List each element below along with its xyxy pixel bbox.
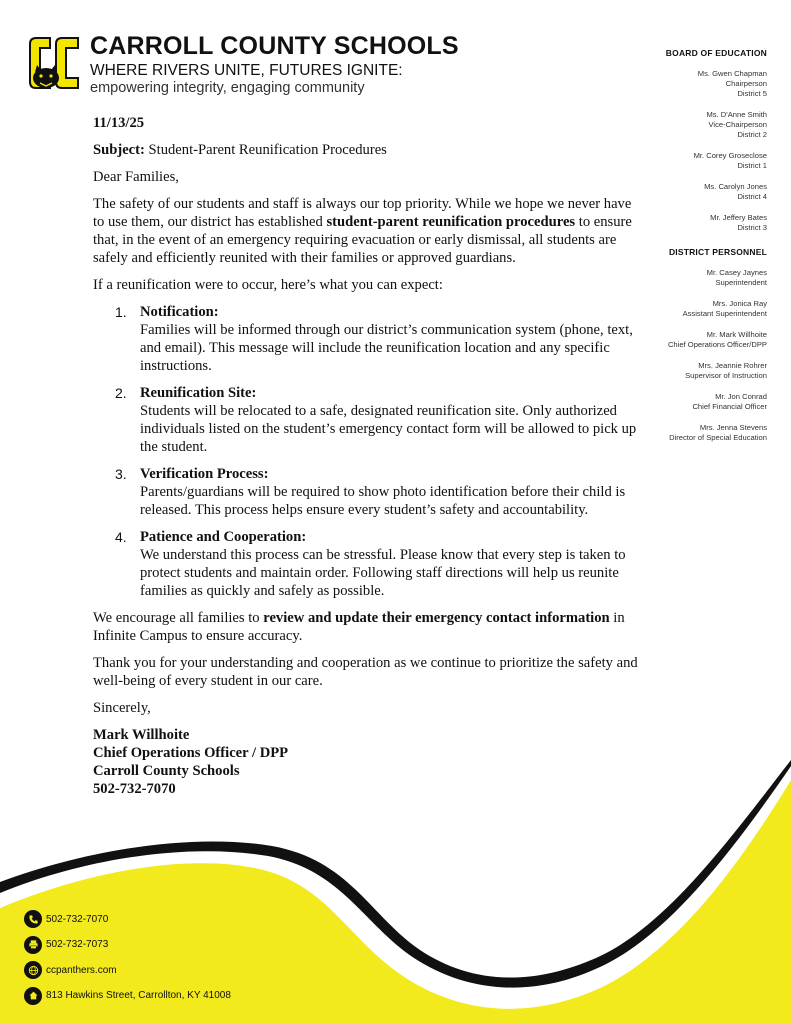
board-member-title: Chairperson <box>725 79 767 88</box>
step-number: 3. <box>115 466 127 482</box>
board-member-name: Ms. D'Anne Smith <box>706 110 767 119</box>
board-member-district: District 5 <box>737 89 767 98</box>
personnel-heading: DISTRICT PERSONNEL <box>668 247 767 257</box>
personnel-member-name: Mrs. Jeannie Rohrer <box>698 361 767 370</box>
board-member-name: Mr. Corey Groseclose <box>693 151 767 160</box>
footer-phone-row <box>24 910 231 928</box>
step-item <box>93 528 645 600</box>
intro-text-2: to ensure that, in the event of an emergency requiring evacuation or early dismissal, all students are safely and efficiently reunited with their families or approved guardians. <box>93 214 632 266</box>
board-member-district: District 1 <box>737 161 767 170</box>
step-title: Notification: <box>140 304 219 320</box>
step-number: 4. <box>115 529 127 545</box>
org-tagline: empowering integrity, engaging community <box>90 80 365 96</box>
footer-address: 813 Hawkins Street, Carrollton, KY 41008 <box>46 990 231 1002</box>
personnel-member-name: Mr. Jon Conrad <box>715 392 767 401</box>
footer-fax-row <box>24 936 231 954</box>
footer-website-row <box>24 961 231 979</box>
board-member-district: District 3 <box>737 223 767 232</box>
encourage-text-2: in Infinite Campus to ensure accuracy. <box>93 610 625 644</box>
personnel-member-title: Supervisor of Instruction <box>685 371 767 380</box>
encourage-text-1: We encourage all families to <box>93 610 264 626</box>
personnel-member-title: Chief Operations Officer/DPP <box>667 340 767 349</box>
intro-bold: student-parent reunification procedures <box>326 214 576 230</box>
personnel-member-name: Mrs. Jonica Ray <box>712 299 767 308</box>
step-item <box>93 303 645 375</box>
board-member-district: District 2 <box>737 130 767 139</box>
board-member-name: Ms. Carolyn Jones <box>704 182 767 191</box>
subject-text: Student-Parent Reunification Procedures <box>148 142 387 158</box>
step-item <box>93 465 645 519</box>
steps-list <box>93 303 645 600</box>
globe-icon <box>24 961 42 979</box>
intro-text-1: The safety of our students and staff is always our top priority. While we hope we never have to use them, our district has established <box>93 196 632 230</box>
footer-address-row <box>24 987 231 1005</box>
fax-icon <box>24 936 42 954</box>
step-text: Students will be relocated to a safe, designated reunification site. Only authorized individuals listed on the student’s emergency contact form will be allowed to pick up the student. <box>140 403 637 455</box>
org-motto: WHERE RIVERS UNITE, FUTURES IGNITE: <box>90 62 403 79</box>
footer-phone: 502-732-7070 <box>46 913 109 925</box>
greeting: Dear Families, <box>93 169 179 185</box>
step-text: Parents/guardians will be required to show photo identification before their child is released. This process helps ensure every student’s safety and accountability. <box>140 484 626 518</box>
board-member-name: Ms. Gwen Chapman <box>697 69 767 78</box>
expect-paragraph: If a reunification were to occur, here’s what you can expect: <box>93 277 443 293</box>
letter-date: 11/13/25 <box>93 115 145 131</box>
signature-org: Carroll County Schools <box>93 763 240 779</box>
step-text: We understand this process can be stressful. Please know that every step is taken to protect students and maintain order. Following staff directions will help us reunite families as quickly and safely as possible. <box>140 547 626 599</box>
signature-phone: 502-732-7070 <box>93 781 176 797</box>
footer-fax: 502-732-7073 <box>46 939 109 951</box>
step-number: 2. <box>115 385 127 401</box>
board-heading: BOARD OF EDUCATION <box>665 48 767 58</box>
personnel-member-title: Chief Financial Officer <box>692 402 767 411</box>
personnel-member-title: Assistant Superintendent <box>682 309 767 318</box>
footer-website[interactable]: ccpanthers.com <box>46 964 117 976</box>
thanks-paragraph: Thank you for your understanding and cooperation as we continue to prioritize the safety and well-being of every student in our care. <box>93 655 638 689</box>
footer-contact <box>24 910 231 1012</box>
board-member-district: District 4 <box>737 192 767 201</box>
personnel-member-name: Mr. Casey Jaynes <box>706 268 767 277</box>
board-member-title: Vice-Chairperson <box>708 120 767 129</box>
personnel-member-title: Superintendent <box>715 278 767 287</box>
home-icon <box>24 987 42 1005</box>
signature-name: Mark Willhoite <box>93 727 190 743</box>
phone-icon <box>24 910 42 928</box>
intro-paragraph <box>93 195 645 267</box>
personnel-member-name: Mr. Mark Willhoite <box>706 330 767 339</box>
personnel-member-title: Director of Special Education <box>669 433 767 442</box>
board-member <box>607 69 767 99</box>
signoff: Sincerely, <box>93 700 151 716</box>
signature-title: Chief Operations Officer / DPP <box>93 745 289 761</box>
org-name: CARROLL COUNTY SCHOOLS <box>90 32 459 60</box>
subject-label: Subject: <box>93 142 145 158</box>
district-logo <box>26 32 84 94</box>
encourage-bold: review and update their emergency contact information <box>263 610 610 626</box>
step-item <box>93 384 645 456</box>
personnel-member-name: Mrs. Jenna Stevens <box>699 423 767 432</box>
step-text: Families will be informed through our district’s communication system (phone, text, and email). This message will include the reunification location and any specific instructions. <box>140 322 633 374</box>
letter-body <box>93 114 645 798</box>
step-number: 1. <box>115 304 127 320</box>
step-title: Patience and Cooperation: <box>140 529 307 545</box>
step-title: Verification Process: <box>140 466 269 482</box>
step-title: Reunification Site: <box>140 385 257 401</box>
encourage-paragraph <box>93 609 645 645</box>
letter-subject <box>93 141 645 159</box>
board-member-name: Mr. Jeffery Bates <box>710 213 767 222</box>
